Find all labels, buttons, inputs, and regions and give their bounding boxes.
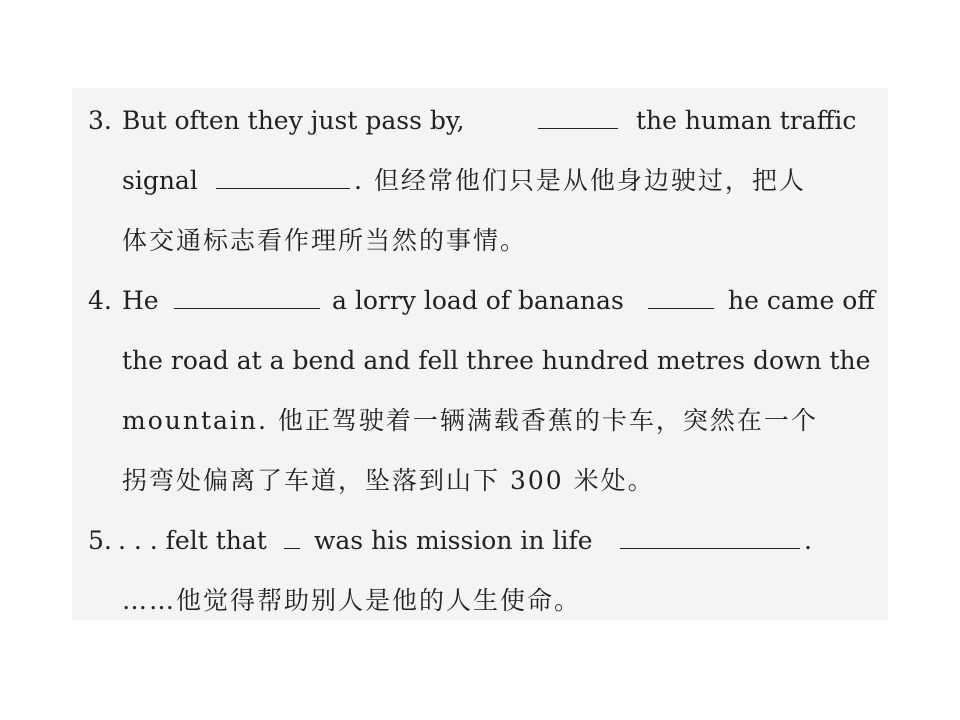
item-text: the road at a bend and fell three hundred metres down the	[122, 346, 871, 375]
item-text: a lorry load of bananas	[332, 286, 624, 315]
item-text: .	[804, 526, 812, 555]
item-number: 3.	[88, 106, 112, 135]
item-text: he came off	[728, 286, 876, 315]
item-text: the human traffic	[636, 106, 857, 135]
item-translation: 拐弯处偏离了车道，坠落到山下 300 米处。	[122, 466, 655, 495]
answer-blank[interactable]	[648, 286, 714, 316]
answer-blank[interactable]	[284, 526, 300, 556]
item-translation: 体交通标志看作理所当然的事情。	[122, 226, 528, 255]
item-text: He	[122, 286, 159, 315]
item-translation: mountain. 他正驾驶着一辆满载香蕉的卡车，突然在一个	[122, 406, 818, 435]
item-translation: . 但经常他们只是从他身边驶过，把人	[354, 166, 806, 195]
answer-blank[interactable]	[174, 286, 320, 316]
item-text: signal	[122, 166, 198, 195]
item-translation: ……他觉得帮助别人是他的人生使命。	[122, 586, 582, 615]
item-number: 5.	[88, 526, 112, 555]
answer-blank[interactable]	[216, 166, 350, 196]
item-text: was his mission in life	[314, 526, 593, 555]
answer-blank[interactable]	[620, 526, 800, 556]
item-number: 4.	[88, 286, 112, 315]
answer-blank[interactable]	[538, 106, 618, 136]
item-text: . . . felt that	[118, 526, 267, 555]
exercise-sheet	[72, 88, 888, 620]
item-text: But often they just pass by,	[122, 106, 465, 135]
